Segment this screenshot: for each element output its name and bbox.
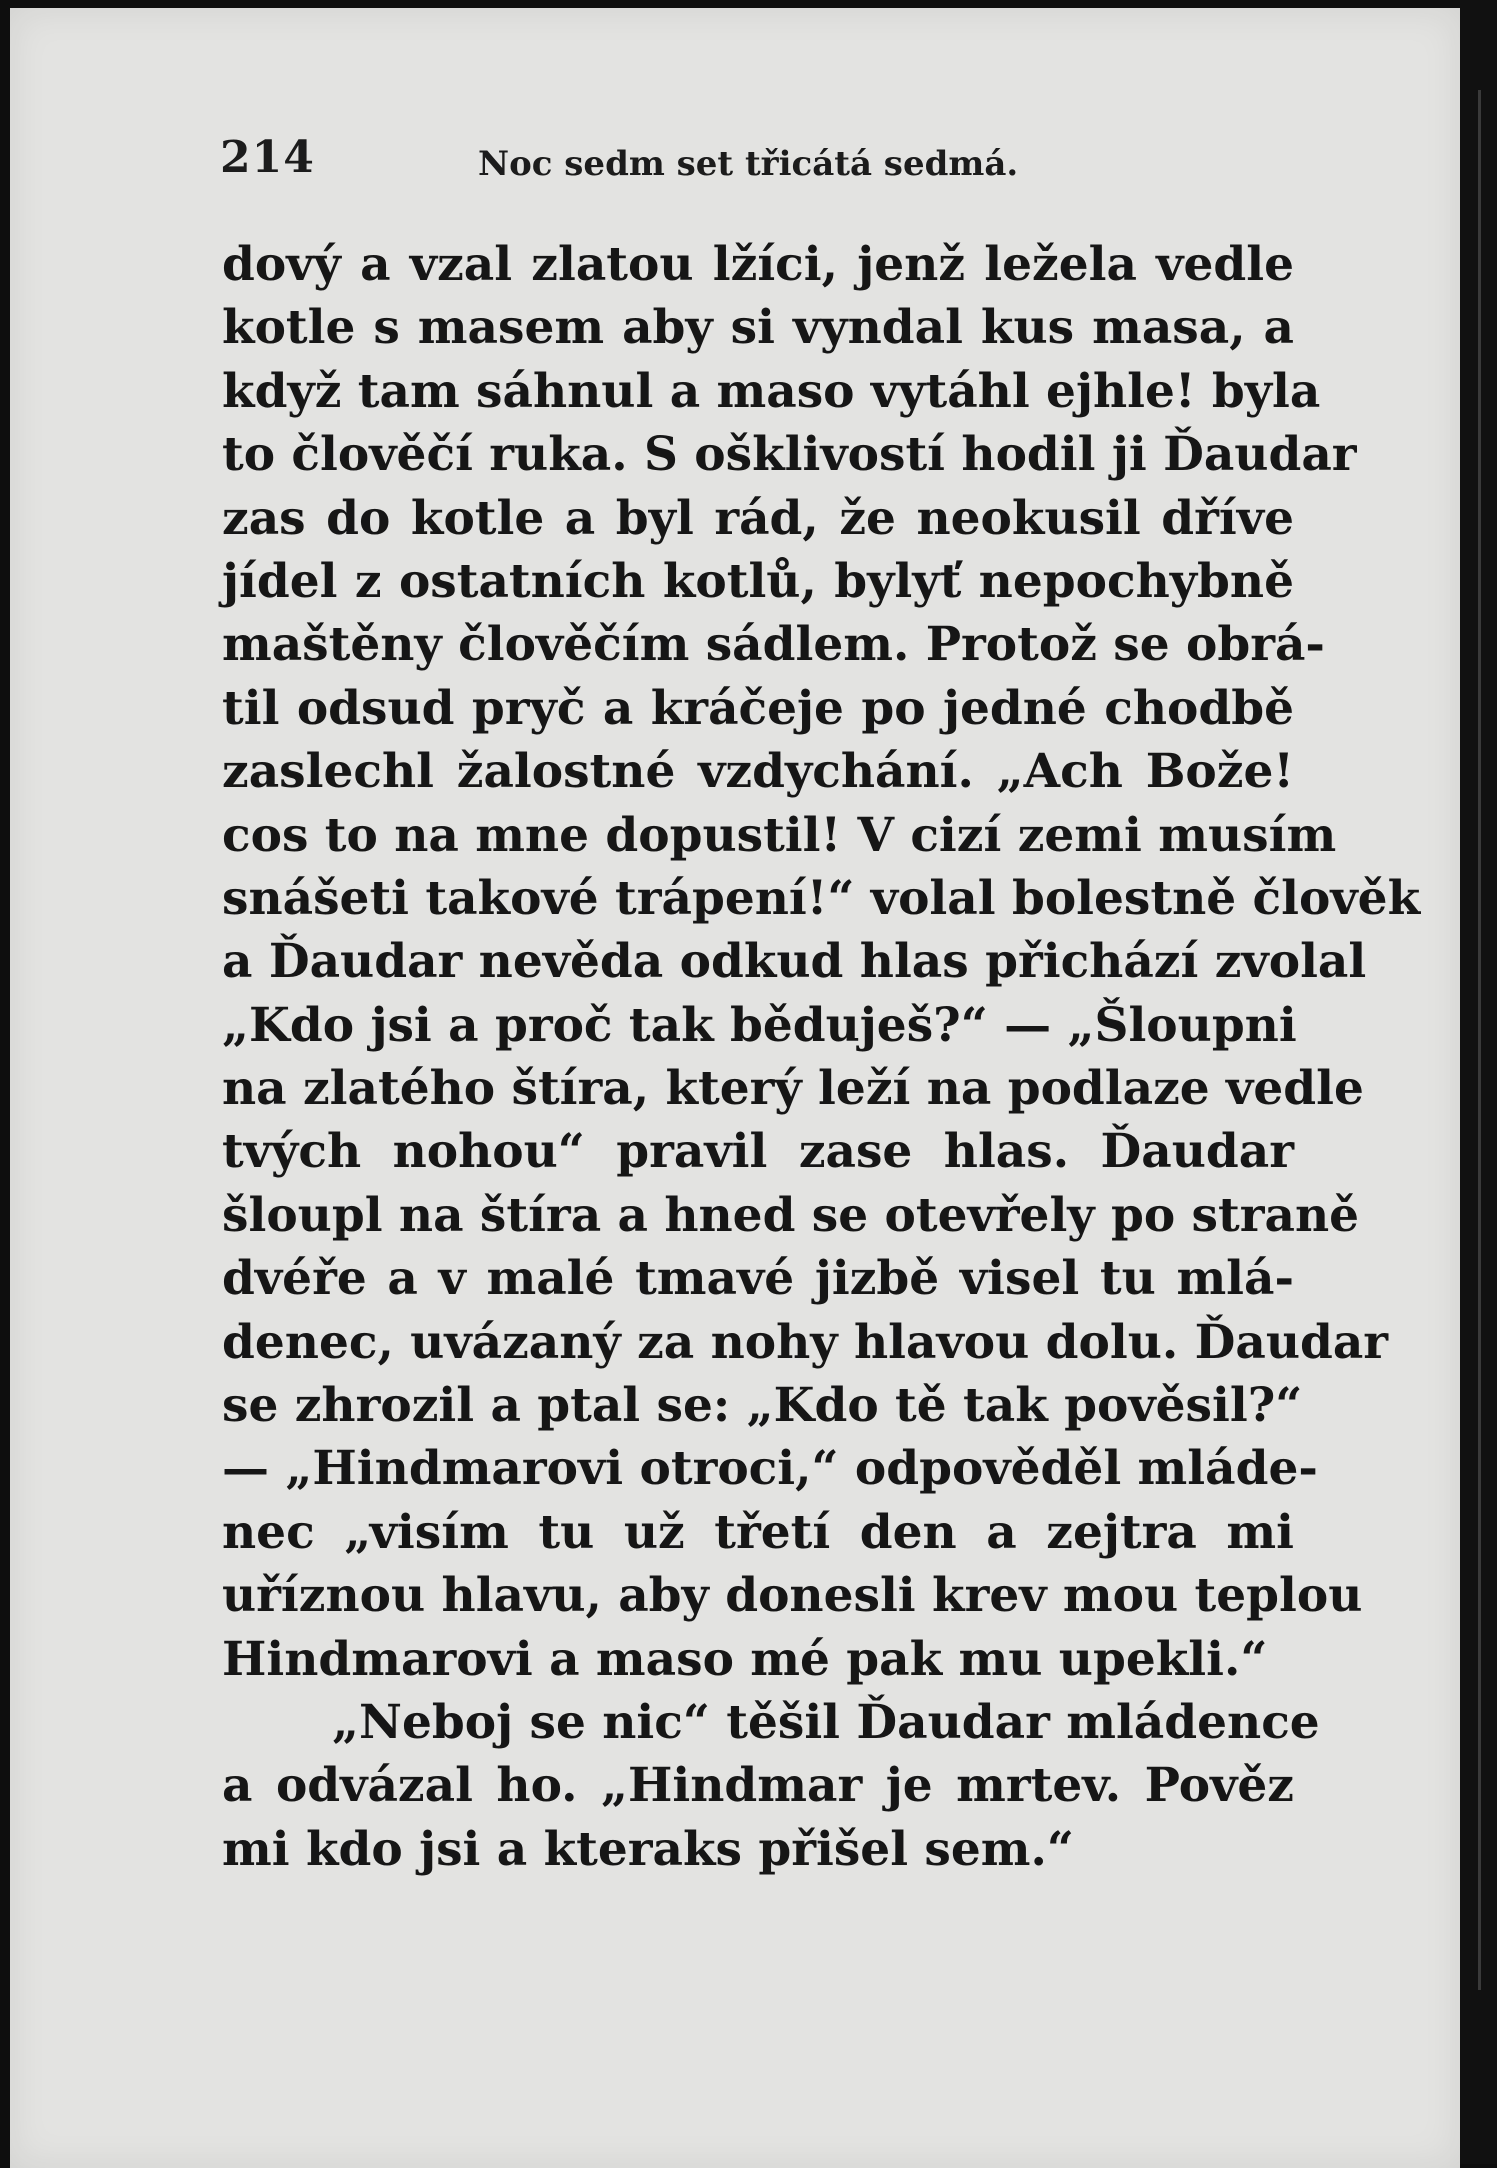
text-line: dový a vzal zlatou lžíci, jenž ležela vedle — [222, 237, 1294, 292]
text-line: když tam sáhnul a maso vytáhl ejhle! byla — [222, 363, 1321, 419]
text-line: a odvázal ho. „Hindmar je mrtev. Pověz — [222, 1758, 1294, 1814]
text-line: snášeti takové trápení!“ volal bolestně člověk — [222, 870, 1421, 926]
text-line: — „Hindmarovi otroci,“ odpověděl mláde- — [222, 1441, 1318, 1497]
text-line: til odsud pryč a kráčeje po jedné chodbě — [222, 680, 1294, 736]
text-line: kotle s masem aby si vyndal kus masa, a — [222, 300, 1294, 356]
text-line: jídel z ostatních kotlů, bylyť nepochybně — [222, 553, 1294, 609]
text-line: maštěny člověčím sádlem. Protož se obrá- — [222, 617, 1325, 673]
chapter-title: Noc sedm set třicátá sedmá. — [478, 144, 1019, 184]
text-line: dvéře a v malé tmavé jizbě visel tu mlá- — [222, 1251, 1294, 1307]
text-line: na zlatého štíra, který leží na podlaze vedle — [222, 1061, 1364, 1117]
running-head — [208, 132, 1308, 182]
page-edge-line — [1478, 90, 1481, 1990]
text-line: a Ďaudar nevěda odkud hlas přichází zvolal — [222, 934, 1367, 990]
text-line: šloupl na štíra a hned se otevřely po straně — [222, 1187, 1360, 1243]
text-line: „Neboj se nic“ těšil Ďaudar mládence — [332, 1694, 1320, 1750]
text-line: „Kdo jsi a proč tak běduješ?“ — „Šloupni — [222, 997, 1297, 1053]
text-line: to člověčí ruka. S ošklivostí hodil ji Ďaudar — [222, 427, 1357, 483]
text-line: uříznou hlavu, aby donesli krev mou teplou — [222, 1568, 1363, 1624]
body-text — [222, 233, 1421, 1881]
text-line: cos to na mne dopustil! V cizí zemi musím — [222, 807, 1337, 863]
text-line: tvých nohou“ pravil zase hlas. Ďaudar — [222, 1124, 1294, 1180]
text-line: Hindmarovi a maso mé pak mu upekli.“ — [222, 1631, 1268, 1687]
text-line: mi kdo jsi a kteraks přišel sem.“ — [222, 1821, 1074, 1877]
page-number: 214 — [220, 132, 315, 183]
text-line: nec „visím tu už třetí den a zejtra mi — [222, 1504, 1294, 1560]
text-line: zaslechl žalostné vzdychání. „Ach Bože! — [222, 744, 1294, 800]
text-line: se zhrozil a ptal se: „Kdo tě tak pověsil?“ — [222, 1378, 1303, 1434]
text-line: denec, uvázaný za nohy hlavou dolu. Ďaudar — [222, 1314, 1389, 1370]
text-line: zas do kotle a byl rád, že neokusil dříve — [222, 490, 1294, 546]
